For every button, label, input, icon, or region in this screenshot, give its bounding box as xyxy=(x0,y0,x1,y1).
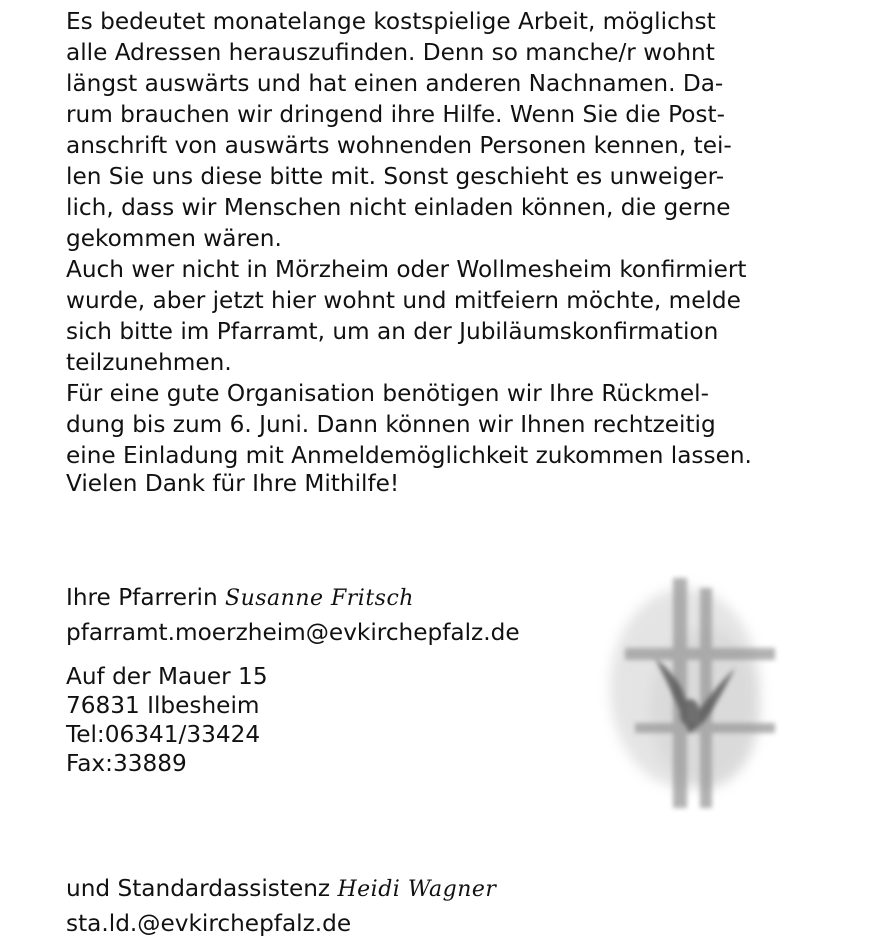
text-line: sich bitte im Pfarramt, um an der Jubiläumskonfirmation xyxy=(66,318,719,345)
text-line: gekommen wären. xyxy=(66,225,282,252)
assistant-email[interactable]: sta.ld.@evkirchepfalz.de xyxy=(66,910,352,937)
text-line: Vielen Dank für Ihre Mithilfe! xyxy=(66,470,400,497)
pastor-signature: Susanne Fritsch xyxy=(225,586,414,611)
pastor-prefix: Ihre Pfarrerin xyxy=(66,584,218,611)
text-line: len Sie uns diese bitte mit. Sonst geschieht es unweiger- xyxy=(66,163,725,190)
text-line: Es bedeutet monatelange kostspielige Arbeit, möglichst xyxy=(66,8,716,35)
text-line: lich, dass wir Menschen nicht einladen können, die gerne xyxy=(66,194,731,221)
text-line: wurde, aber jetzt hier wohnt und mitfeiern möchte, melde xyxy=(66,287,741,314)
paragraph-addresses xyxy=(66,6,826,497)
pastor-signature-line xyxy=(66,582,414,614)
address-city: 76831 Ilbesheim xyxy=(66,692,260,719)
assistant-prefix: und Standardassistenz xyxy=(66,875,331,902)
assistant-signature-line xyxy=(66,873,496,905)
text-line: Für eine gute Organisation benötigen wir Ihre Rückmel- xyxy=(66,380,709,407)
postal-address xyxy=(66,662,268,778)
text-line: dung bis zum 6. Juni. Dann können wir Ihnen rechtzeitig xyxy=(66,411,716,438)
text-line: rum brauchen wir dringend ihre Hilfe. Wenn Sie die Post- xyxy=(66,101,725,128)
text-line: alle Adressen herauszufinden. Denn so manche/r wohnt xyxy=(66,39,715,66)
fax-number: Fax:33889 xyxy=(66,750,187,777)
address-street: Auf der Mauer 15 xyxy=(66,663,268,690)
text-line: längst auswärts und hat einen anderen Nachnamen. Da- xyxy=(66,70,724,97)
text-line: Auch wer nicht in Mörzheim oder Wollmesheim konfirmiert xyxy=(66,256,747,283)
phone-number: Tel:06341/33424 xyxy=(66,721,261,748)
text-line: eine Einladung mit Anmeldemöglichkeit zukommen lassen. xyxy=(66,442,752,469)
text-line: anschrift von auswärts wohnenden Personen kennen, tei- xyxy=(66,132,732,159)
pastor-email[interactable]: pfarramt.moerzheim@evkirchepfalz.de xyxy=(66,619,520,646)
text-line: teilzunehmen. xyxy=(66,349,232,376)
church-cross-dove-icon xyxy=(585,548,810,833)
assistant-signature: Heidi Wagner xyxy=(337,877,497,902)
